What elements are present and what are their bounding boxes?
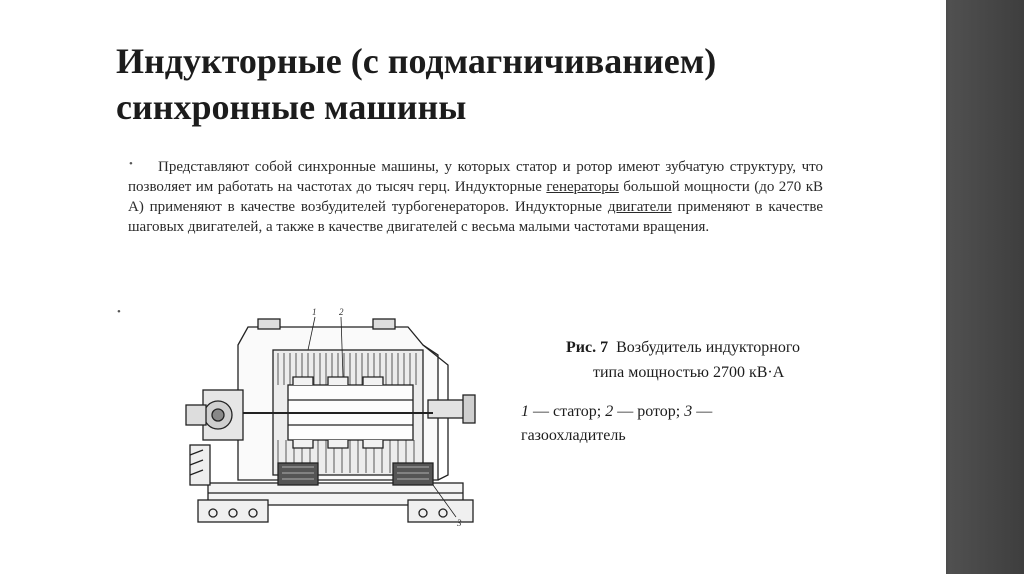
- motors-link[interactable]: двигатели: [607, 199, 672, 215]
- bullet-marker-empty: •: [117, 306, 121, 318]
- bullet-marker: •: [129, 158, 133, 170]
- body-paragraph: [128, 157, 823, 237]
- side-bar: [946, 0, 1024, 574]
- slide-title: [116, 38, 916, 130]
- figure-legend: [521, 400, 821, 448]
- legend-text-3: —: [692, 403, 713, 420]
- legend-num-1: 1: [521, 403, 529, 420]
- legend-num-2: 2: [605, 403, 614, 420]
- callout-3: 3: [457, 518, 462, 528]
- caption-text-line1: Возбудитель индукторного: [616, 339, 801, 356]
- legend-text-4: газоохладитель: [521, 427, 626, 444]
- paragraph-text-1: Представляют собой синхронные машины, у которых статор и ротор имеют зубчатую структуру, что позволяет им работать на частотах до тысяч герц. Индукторные: [128, 159, 823, 195]
- generators-link[interactable]: генераторы: [546, 179, 619, 195]
- callout-2: 2: [339, 307, 344, 317]
- exciter-drawing: [178, 305, 478, 530]
- caption-label: Рис. 7: [566, 339, 609, 356]
- title-line-1: Индукторные (с подмагничиванием): [116, 41, 717, 81]
- legend-num-3: 3: [684, 403, 693, 420]
- caption-text-line2: типа мощностью 2700 кВ·А: [593, 364, 785, 381]
- paragraph-text-2: большой мощности (до 270 кВ А) применяют в качестве возбудителей турбогенераторов. Индукторные: [128, 179, 823, 215]
- figure-caption: [540, 335, 880, 385]
- callout-1: 1: [312, 307, 317, 317]
- legend-text-1: — статор;: [529, 403, 606, 420]
- legend-text-2: — ротор;: [613, 403, 685, 420]
- title-line-2: синхронные машины: [116, 87, 467, 127]
- paragraph-text-3: применяют в качестве шаговых двигателей, а также в качестве двигателей с весьма малыми частотами вращения.: [128, 199, 823, 235]
